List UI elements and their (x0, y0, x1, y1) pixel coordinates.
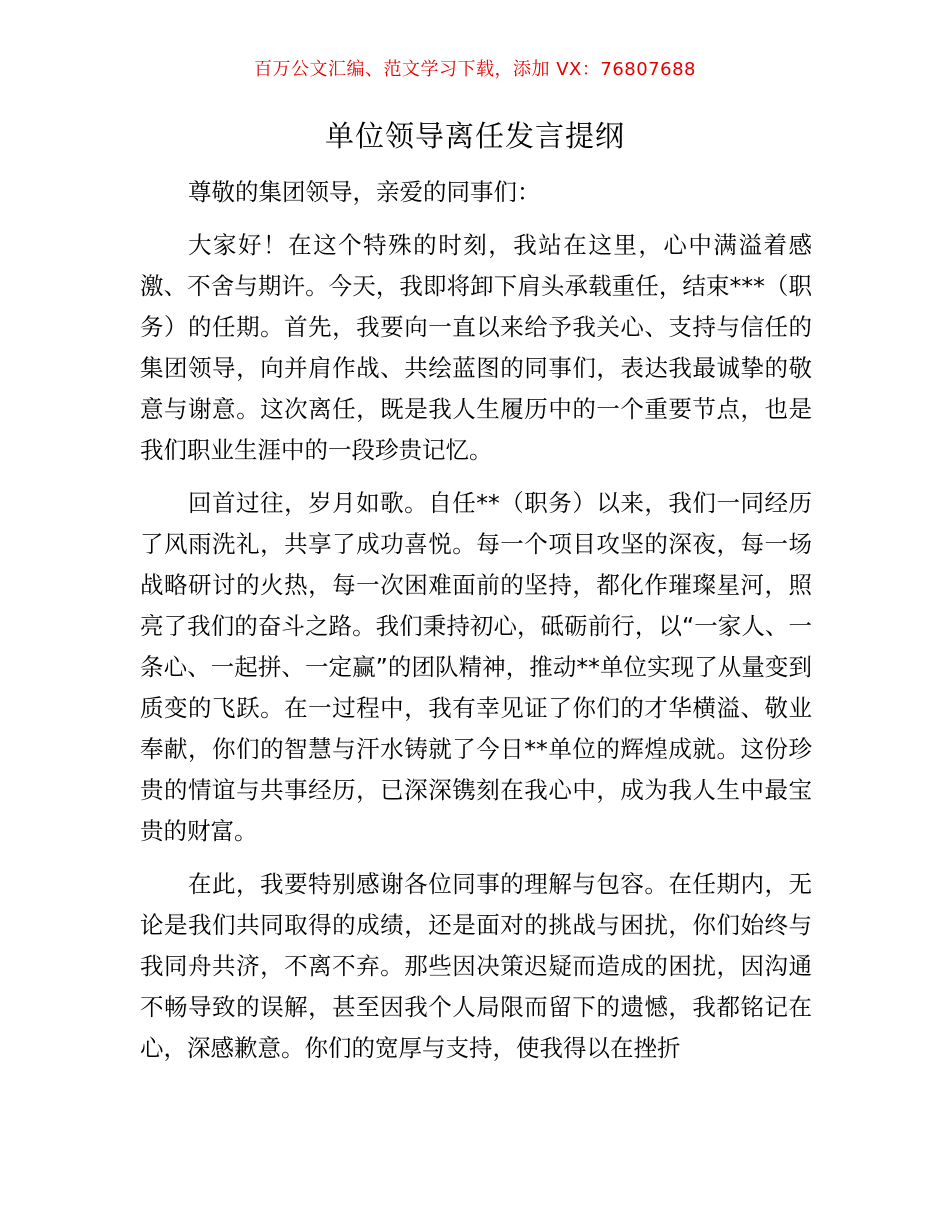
paragraph-1: 大家好！在这个特殊的时刻，我站在这里，心中满溢着感激、不舍与期许。今天，我即将卸下肩头承载重任，结束***（职务）的任期。首先，我要向一直以来给予我关心、支持与信任的集团领导，向并肩作战、共绘蓝图的同事们，表达我最诚挚的敬意与谢意。这次离任，既是我人生履历中的一个重要节点，也是我们职业生涯中的一段珍贵记忆。 (140, 231, 812, 464)
paragraph-2: 回首过往，岁月如歌。自任**（职务）以来，我们一同经历了风雨洗礼，共享了成功喜悦。每一个项目攻坚的深夜，每一场战略研讨的火热，每一次困难面前的坚持，都化作璀璨星河，照亮了我们的奋斗之路。我们秉持初心，砥砺前行，以“一家人、一条心、一起拼、一定赢”的团队精神，推动**单位实现了从量变到质变的飞跃。在一过程中，我有幸见证了你们的才华横溢、敬业奉献，你们的智慧与汗水铸就了今日**单位的辉煌成就。这份珍贵的情谊与共事经历，已深深镌刻在我心中，成为我人生中最宝贵的财富。 (140, 489, 812, 845)
paragraph-3: 在此，我要特别感谢各位同事的理解与包容。在任期内，无论是我们共同取得的成绩，还是面对的挑战与困扰，你们始终与我同舟共济，不离不弃。那些因决策迟疑而造成的困扰，因沟通不畅导致的误解，甚至因我个人局限而留下的遗憾，我都铭记在心，深感歉意。你们的宽厚与支持，使我得以在挫折 (140, 870, 812, 1062)
document-body (140, 172, 812, 1069)
document-title: 单位领导离任发言提纲 (324, 119, 625, 153)
salutation: 尊敬的集团领导，亲爱的同事们： (188, 178, 541, 206)
header-promo-note: 百万公文汇编、范文学习下载，添加 VX：76807688 (254, 59, 696, 80)
